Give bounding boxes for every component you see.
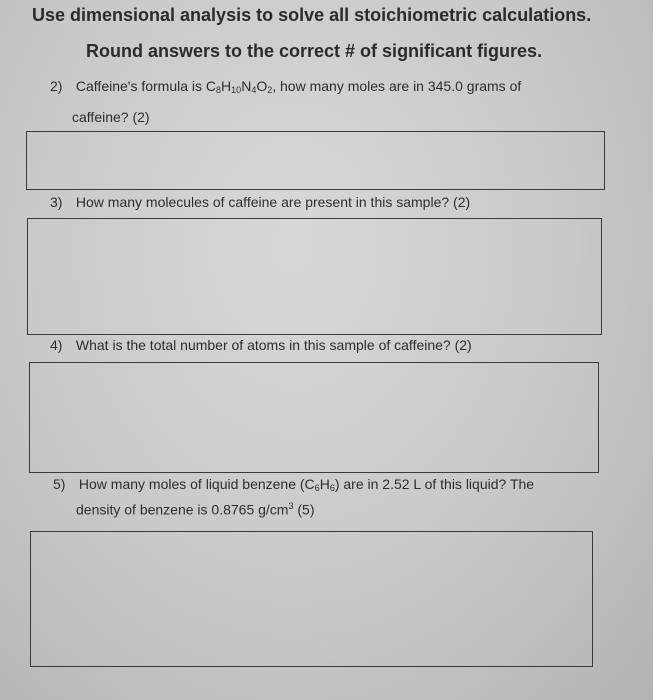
question-3 — [50, 194, 470, 210]
question-text: How many molecules of caffeine are present in this sample? (2) — [75, 194, 471, 210]
question-2 — [50, 78, 521, 95]
question-5-continuation: density of benzene is 0.8765 $g/cm^3$ (5) — [76, 501, 315, 518]
question-text: Caffeine's formula is $C_8H_{10}N_4O_2$, how many moles are in 345.0 grams of — [75, 78, 522, 95]
instructions-heading: Use dimensional analysis to solve all stoichiometric calculations. — [32, 5, 592, 25]
question-number: 2) — [50, 78, 63, 94]
question-number: 5) — [53, 476, 66, 492]
rounding-instruction: Round answers to the correct # of significant figures. — [86, 41, 543, 61]
question-5 — [53, 476, 534, 493]
question-2-continuation: caffeine? (2) — [72, 109, 150, 125]
question-text: How many moles of liquid benzene $(C_6H_6)$ are in 2.52 L of this liquid? The — [78, 476, 535, 493]
answer-box-3[interactable] — [27, 218, 602, 335]
answer-box-2[interactable] — [26, 131, 605, 190]
question-4 — [50, 337, 472, 353]
answer-box-4[interactable] — [29, 362, 599, 473]
question-number: 3) — [50, 194, 63, 210]
question-number: 4) — [50, 337, 63, 353]
question-text: What is the total number of atoms in this sample of caffeine? (2) — [75, 337, 472, 353]
answer-box-5[interactable] — [30, 531, 593, 667]
